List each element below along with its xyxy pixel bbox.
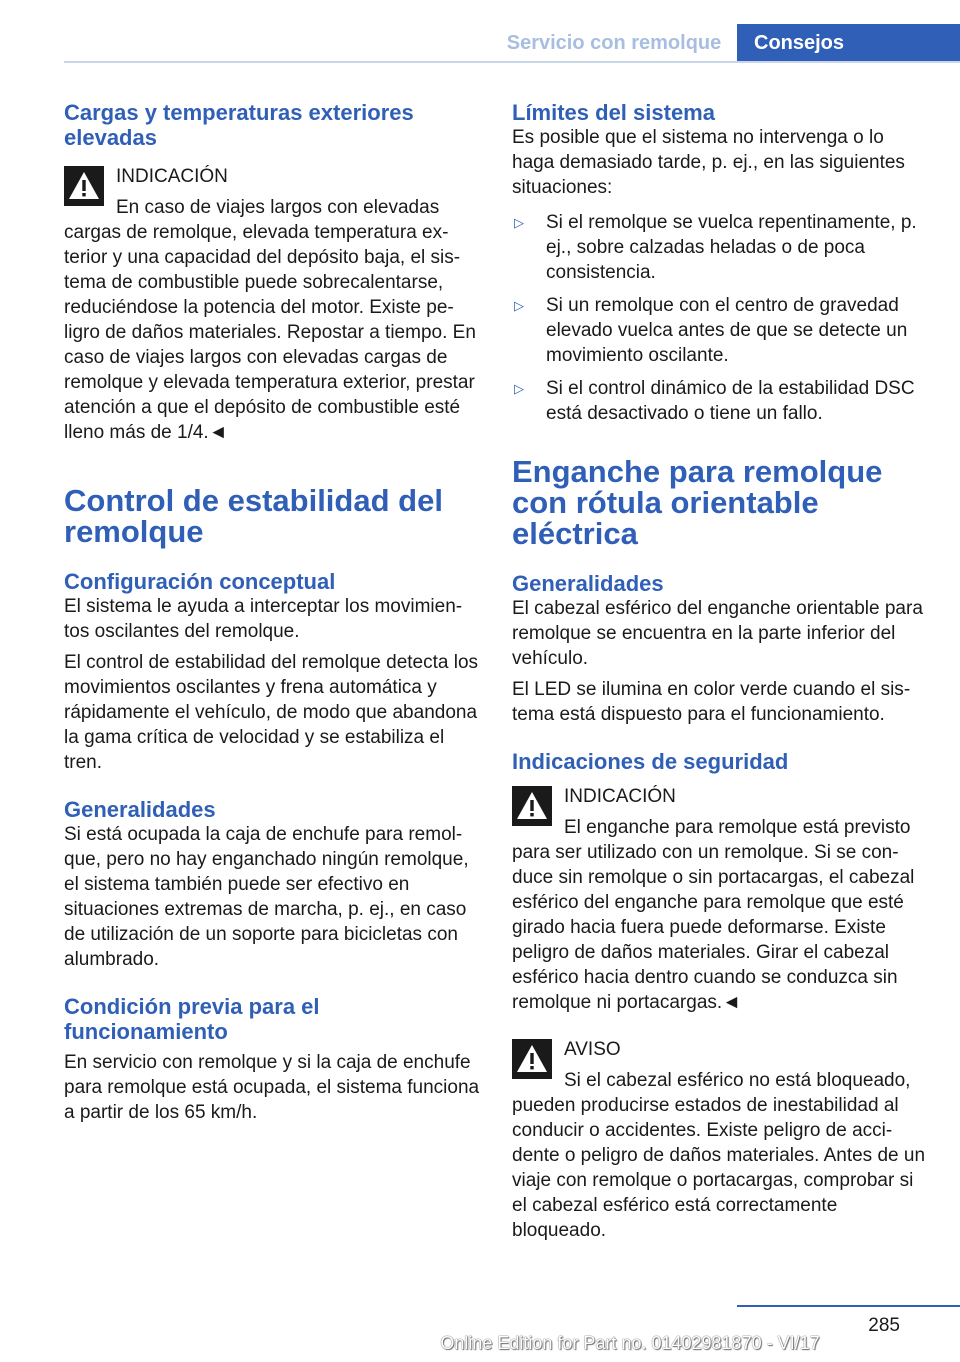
paragraph-limites: Es posible que el sistema no intervenga o lo haga demasiado tarde, p. ej., en las siguientes situaciones:: [512, 127, 905, 198]
heading-generalidades-left: Generalidades: [64, 797, 216, 822]
edition-watermark: Online Edition for Part no. 01402981870 - VI/17: [440, 1333, 820, 1353]
bullet-arrow-icon: ▷: [514, 298, 524, 313]
header-section-title: Servicio con remolque: [506, 32, 722, 54]
warning-triangle-icon: [512, 786, 552, 826]
page-number: 285: [868, 1315, 900, 1336]
heading-enganche: Enganche para remolque con rótula orientable eléctrica: [512, 454, 883, 551]
header-chapter-tab: Consejos: [737, 24, 960, 63]
note-text: En caso de viajes largos con elevadas cargas de remolque, elevada temperatura exterior y una capacidad del depósito baja, el sistema de combustible puede sobrecalentarse, reduciéndose la potencia del motor. Existe peligro de daños materiales. Repostar a tiempo. En caso de viajes largos con elevadas cargas de remolque y elevada temperatura exterior, prestar atención a que el depósito de combustible esté lleno más de 1/4.◄: [64, 197, 476, 443]
note-text: Si el cabezal esférico no está bloqueado, pueden producirse estados de inestabilidad al conducir o accidentes. Existe peligro de accidente o peligro de daños materiales. Antes de un viaje con remolque o portacargas, comprobar si el cabezal esférico está correctamente bloqueado.: [512, 1070, 926, 1241]
paragraph-generalidades-left: Si está ocupada la caja de enchufe para remolque, pero no hay enganchado ningún remolque, el sistema también puede ser efectivo en situaciones extremas de marcha, p. ej., en caso de utilización de un soporte para bicicletas con alumbrado.: [64, 824, 469, 970]
bullet-arrow-icon: ▷: [514, 381, 524, 396]
limits-list: [512, 210, 928, 426]
note-indicacion-enganche: [512, 784, 928, 1015]
heading-generalidades-right: Generalidades: [512, 571, 664, 596]
heading-control-estabilidad: Control de estabilidad del remolque: [64, 483, 443, 549]
note-text: El enganche para remolque está previsto para ser utilizado con un remolque. Si se conduce sin remolque o sin portacargas, el cabezal esférico del enganche para remolque que esté girado hacia fuera puede deformarse. Existe peligro de daños materiales. Girar el cabezal esférico hacia dentro cuando se conduzca sin remolque ni portacargas.◄: [512, 817, 915, 1013]
list-item: ▷ Si un remolque con el centro de gravedad elevado vuelca antes de que se detecte un movimiento oscilante.: [514, 295, 908, 366]
left-column: [64, 100, 480, 1125]
note-label: INDICACIÓN: [116, 166, 228, 187]
heading-configuracion: Configuración conceptual: [64, 569, 336, 594]
right-column: [512, 100, 928, 1243]
paragraph-configuracion-2: El control de estabilidad del remolque detecta los movimientos oscilantes y frena automática y rápidamente el vehículo, de modo que abandona la gama crítica de velocidad y se estabiliza el tren.: [64, 652, 479, 773]
footer-divider: [737, 1305, 960, 1307]
paragraph-generalidades-right-1: El cabezal esférico del enganche orientable para remolque se encuentra en la parte inferior del vehículo.: [512, 598, 923, 669]
heading-seguridad: Indicaciones de seguridad: [512, 749, 789, 774]
note-aviso-cabezal: [512, 1037, 928, 1243]
paragraph-generalidades-right-2: El LED se ilumina en color verde cuando el sistema está dispuesto para el funcionamiento.: [512, 679, 911, 725]
heading-condicion: Condición previa para el funcionamiento: [64, 994, 320, 1044]
note-label: AVISO: [564, 1039, 621, 1060]
paragraph-condicion: En servicio con remolque y si la caja de enchufe para remolque está ocupada, el sistema funciona a partir de los 65 km/h.: [64, 1052, 480, 1123]
warning-triangle-icon: [64, 166, 104, 206]
heading-limites: Límites del sistema: [512, 100, 715, 125]
heading-cargas: Cargas y temperaturas exteriores elevadas: [64, 100, 414, 150]
bullet-arrow-icon: ▷: [514, 215, 524, 230]
paragraph-configuracion-1: El sistema le ayuda a interceptar los movimientos oscilantes del remolque.: [64, 596, 463, 642]
note-label: INDICACIÓN: [564, 786, 676, 807]
header-divider: [64, 61, 960, 63]
note-indicacion-cargas: [64, 164, 480, 445]
warning-triangle-icon: [512, 1039, 552, 1079]
list-item: ▷ Si el remolque se vuelca repentinamente, p. ej., sobre calzadas heladas o de poca consistencia.: [514, 212, 917, 283]
list-item: ▷ Si el control dinámico de la estabilidad DSC está desactivado o tiene un fallo.: [514, 378, 915, 424]
